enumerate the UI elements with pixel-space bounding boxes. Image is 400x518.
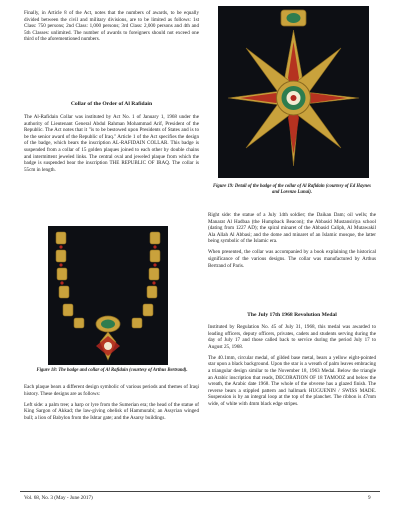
presented-paragraph: When presented, the collar was accompanied by a book explaining the historical significance of the various designs. The collar was manufactured by Arthus Bertrand of Paris. (208, 249, 376, 269)
figure-19-caption: Figure 19: Detail of the badge of the collar of Al Rafidain (courtesy of Ed Haynes and Lorenzo Lunai). (212, 184, 372, 195)
plaques-text (24, 384, 199, 426)
collar-text (24, 114, 199, 178)
right-column (208, 212, 376, 274)
page-number: 9 (368, 495, 371, 501)
footer-rule (20, 491, 380, 492)
figure-19-badge-photo (218, 6, 369, 178)
left-column (24, 10, 199, 47)
figure-18-caption: Figure 18: The badge and collar of Al Rafidain (courtesy of Arthus Bertrand). (36, 368, 188, 373)
footer-issue: Vol. 68, No. 3 (May - June 2017) (24, 495, 93, 501)
medal-text (208, 324, 376, 412)
collar-paragraph: The Al-Rafidain Collar was instituted by Act No. 1 of January 1, 1968 under the authority of Lieutenant General Abdul Rahman Mohammad Arif, President of the Republic. The Act notes that it "is to be bestowed upon Presidents of States and is to be the senior award of the Republic of Iraq." Article 1 of the Act specifies the design of the badge, which bears the inscription AL-RAFIDAIN COLLAR. This badge is suspended from a collar of 15 golden plaques joined to each other by double chains and intermittent jeweled links. The central oval and jeweled plaque from which the badge is suspended bear the inscription THE REPUBLIC OF IRAQ. The collar is 55cm in length. (24, 114, 199, 173)
medal-paragraph-1: Instituted by Regulation No. 45 of July 31, 1968, this medal was awarded to leading officers, deputy officers, privates, cadets and students serving during the day of July 17 and those called back to service during the period July 17 to August 25, 1968. (208, 324, 376, 350)
plaques-paragraph: Each plaque bears a different design symbolic of various periods and themes of Iraqi history. These designs are as follows: (24, 384, 199, 397)
collar-image (48, 226, 168, 365)
medal-paragraph-2: The 40.1mm, circular medal, of gilded base metal, bears a yellow eight-pointed star upon a black background. Upon the star is a wreath of palm leaves embracing a triangular design similar to the November 18, 1963 Medal. Below the triangle an Arabic inscription that reads, DECORATION OF 18 TAMOOZ and below the wreath, the Arabic date 1968. The whole of the obverse has a glazed finish. The reverse bears a stippled pattern and hallmark HUGUENIN / SWISS MADE. Suspension is by an integral loop at the top of the planchet. The ribbon is 47mm wide, of white with 4mm black edge stripes. (208, 354, 376, 408)
medal-heading: The July 17th 1968 Revolution Medal (247, 312, 337, 318)
collar-heading: Collar of the Order of Al Rafidain (70, 101, 153, 107)
right-side-paragraph: Right side: the statue of a July 14th soldier; the Daikan Dam; oil wells; the Manarat Al Hadbaa (the Humpback Beacon); the Abbasid Mustansiriya school (dating from 1227 AD); the spiral minaret of the Abbasid Caliph, Al Mutawakil Ala Allah Al Abbasi; and the dome and minaret of an Islamic mosque, the latter being symbolic of the Islamic era. (208, 212, 376, 245)
figure-18-collar-photo (48, 226, 168, 365)
intro-paragraph: Finally, in Article 8 of the Act, notes that the numbers of awards, to be equally divided between the civil and military divisions, are to be limited as follows: 1st Class: 750 persons; 2nd Class: 1,000 persons; 3rd Class: 2,000 persons and 4th and 5th Classes: unlimited. The number of awards to foreigners should not exceed one third of the aforementioned numbers. (24, 10, 199, 43)
badge-image (218, 6, 369, 178)
left-side-paragraph: Left side: a palm tree; a harp or lyre from the Sumerian era; the head of the statue of King Sargon of Akkad; the law-giving obelisk of Hammurabi; an Assyrian winged bull; a lion of Babylon from the Ishtar gate; and the Asarsy buildings. (24, 401, 199, 421)
